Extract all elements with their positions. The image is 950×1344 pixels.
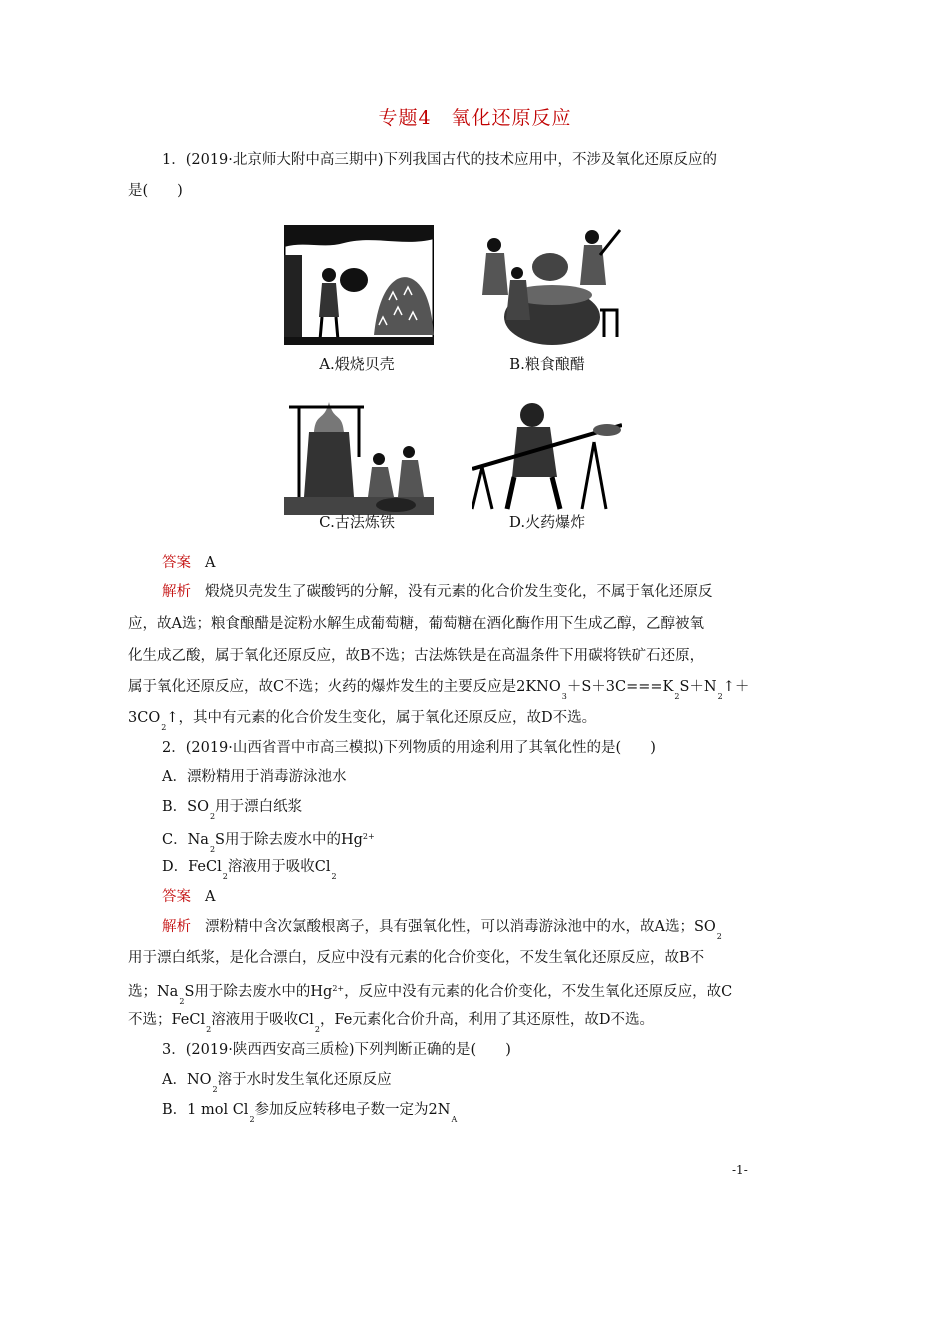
- q1-stem-line1: 1．(2019·北京师大附中高三期中)下列我国古代的技术应用中，不涉及氧化还原反应的: [162, 152, 718, 168]
- page-number: -1-: [732, 1163, 748, 1177]
- q2-analysis-line4: 不选；FeCl$_2$溶液用于吸收$Cl_2$，Fe元素化合价升高，利用了其还原性，故D不选。: [128, 1012, 654, 1034]
- q2-stem: 2．(2019·山西省晋中市高三模拟)下列物质的用途利用了其氧化性的是( ): [162, 740, 656, 756]
- q1-caption-c: C.古法炼铁: [319, 513, 395, 531]
- q2-answer: [162, 887, 862, 907]
- q1-figure: [282, 225, 662, 540]
- q1-analysis-line2: 应，故A选；粮食酿醋是淀粉水解生成葡萄糖，葡萄糖在酒化酶作用下生成乙醇，乙醇被氧: [128, 616, 704, 632]
- answer-label: 答案: [162, 555, 191, 571]
- page-title: 专题4 氧化还原反应: [378, 107, 572, 129]
- q2-option-d: D．FeCl$_2$溶液用于吸收$Cl_2$: [162, 859, 337, 881]
- q3-option-b: B．1 mol $Cl_2$参加反应转移电子数一定为$2N_A$: [162, 1102, 458, 1124]
- q1-caption-a: A.煅烧贝壳: [319, 355, 395, 373]
- q1-analysis-line1: 解析 煅烧贝壳发生了碳酸钙的分解，没有元素的化合价发生变化，不属于氧化还原反: [162, 584, 713, 600]
- q1-analysis-line4: 属于氧化还原反应，故C不选；火药的爆炸发生的主要反应是$2KNO_3+S+3C===K_2S+N_2↑+$: [128, 679, 750, 701]
- q2-option-b: B．$SO_2$用于漂白纸浆: [162, 799, 303, 821]
- q1-answer: [162, 553, 862, 573]
- gunpowder-explosion-illustration: [472, 397, 622, 517]
- q3-option-a: A．$NO_2$溶于水时发生氧化还原反应: [162, 1072, 392, 1094]
- q2-analysis-line1: 解析 漂粉精中含次氯酸根离子，具有强氧化性，可以消毒游泳池中的水，故A选；$SO_2$: [162, 919, 722, 941]
- analysis-label: 解析: [162, 919, 191, 935]
- reaction-equation: $2KNO_3+S+3C===K_2S+N_2↑+$: [516, 679, 750, 701]
- calcining-shells-illustration: [284, 225, 434, 345]
- q2-analysis-line2: 用于漂白纸浆，是化合漂白，反应中没有元素的化合价变化，不发生氧化还原反应，故B不: [128, 950, 705, 966]
- grain-vinegar-illustration: [472, 225, 622, 345]
- ancient-iron-smelting-illustration: [284, 397, 434, 517]
- q1-caption-b: B.粮食酿醋: [509, 355, 585, 373]
- q2-analysis-line3: 选；$Na_2S$用于除去废水中的$Hg^{2+}$，反应中没有元素的化合价变化，不发生氧化还原反应，故C: [128, 984, 733, 1006]
- answer-label: 答案: [162, 889, 191, 905]
- q2-option-c: C．$Na_2S$用于除去废水中的$Hg^{2+}$: [162, 832, 375, 854]
- q1-analysis-line5: $3CO_2↑$，其中有元素的化合价发生变化，属于氧化还原反应，故D不选。: [128, 710, 597, 732]
- q3-stem: 3．(2019·陕西西安高三质检)下列判断正确的是( ): [162, 1042, 511, 1058]
- q1-stem-line2: 是( ): [128, 183, 183, 199]
- q1-analysis-line3: 化生成乙酸，属于氧化还原反应，故B不选；古法炼铁是在高温条件下用碳将铁矿石还原，: [128, 648, 705, 664]
- q1-caption-d: D.火药爆炸: [508, 513, 586, 531]
- analysis-label: 解析: [162, 584, 191, 600]
- q2-option-a: A．漂粉精用于消毒游泳池水: [162, 769, 347, 785]
- answer-value: A: [205, 889, 216, 905]
- answer-value: A: [205, 555, 216, 571]
